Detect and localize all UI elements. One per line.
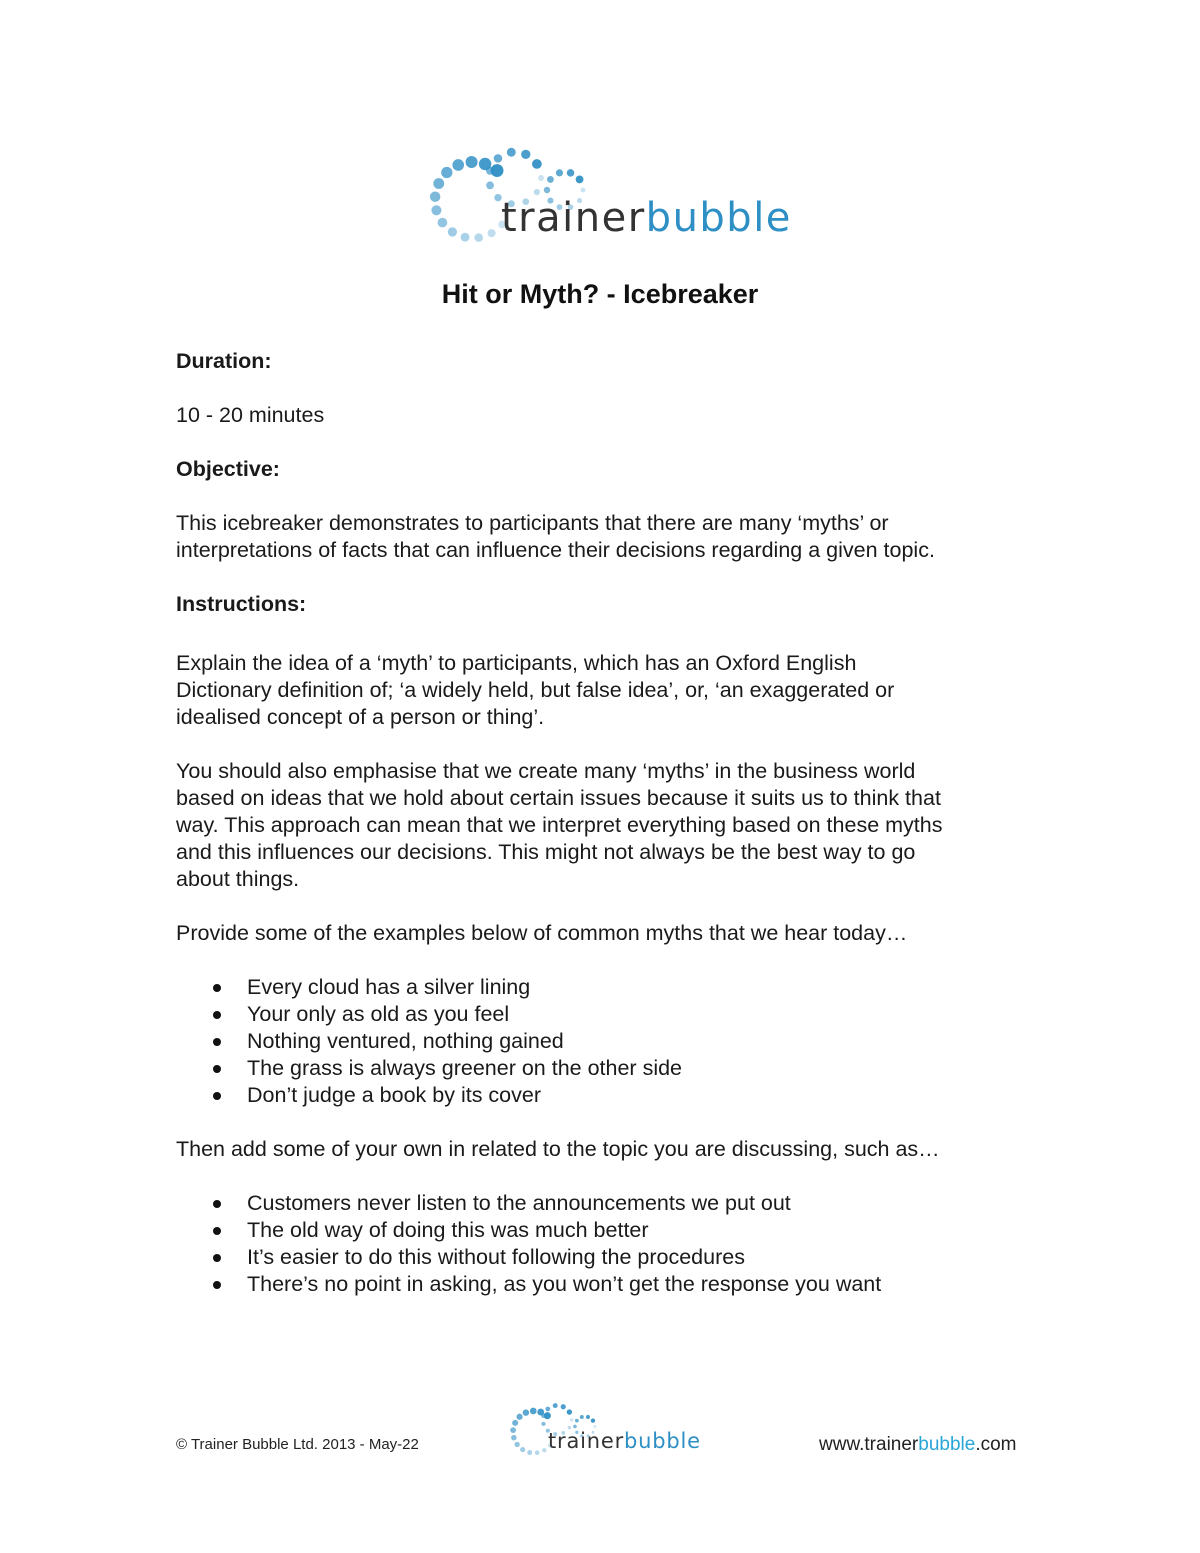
bubble-dot — [576, 176, 584, 184]
list-item: Your only as old as you feel — [176, 1001, 1056, 1028]
duration-text: 10 - 20 minutes — [176, 403, 325, 427]
bubble-dot — [488, 229, 496, 237]
bubble-dot — [448, 227, 457, 236]
instructions-para4: Then add some of your own in related to the topic you are discussing, such as… — [176, 1137, 940, 1161]
bubble-dot — [516, 1414, 522, 1420]
logo-wordmark — [501, 195, 792, 241]
bullet-icon — [213, 1200, 221, 1208]
bubble-dot — [542, 1448, 546, 1452]
bubble-dot — [581, 188, 586, 193]
list-item: Customers never listen to the announcements we put out — [176, 1190, 1056, 1217]
document-body — [176, 348, 1056, 1298]
bubble-dot — [545, 1407, 550, 1412]
bubble-dot — [575, 1419, 579, 1423]
bubble-dot — [541, 1422, 545, 1426]
bullet-icon — [213, 1011, 221, 1019]
bubble-dot — [553, 1403, 558, 1408]
bubble-dot — [474, 233, 482, 241]
bubble-dot — [580, 1415, 584, 1419]
bubble-dot — [561, 1404, 566, 1409]
logo-word-trainer: trainer — [501, 195, 646, 241]
bubble-dot — [494, 154, 503, 163]
bubble-dot — [510, 1427, 516, 1433]
list-item: There’s no point in asking, as you won’t get the response you want — [176, 1271, 1056, 1298]
objective-line-2: interpretations of facts that can influence their decisions regarding a given topic. — [176, 538, 935, 562]
list-item: Don’t judge a book by its cover — [176, 1082, 1056, 1109]
bullet-icon — [213, 1038, 221, 1046]
common-myths-list — [176, 974, 1056, 1109]
logo-word-bubble: bubble — [645, 195, 792, 241]
own-myths-list — [176, 1190, 1056, 1298]
instructions-heading: Instructions: — [176, 592, 307, 616]
instructions-para2-line-1: You should also emphasise that we create many ‘myths’ in the business world — [176, 759, 916, 783]
bubble-dot — [523, 1409, 529, 1415]
bubble-dot — [512, 1420, 518, 1426]
bubble-dot — [567, 169, 574, 176]
bubble-dot — [530, 1408, 537, 1415]
instructions-para3: Provide some of the examples below of common myths that we hear today… — [176, 921, 908, 945]
bullet-icon — [213, 1254, 221, 1262]
bubble-dot — [535, 1450, 540, 1455]
bubble-dot — [573, 1425, 577, 1429]
instructions-para2-line-5: about things. — [176, 867, 300, 891]
bubble-dot — [556, 169, 563, 176]
bubble-dot — [570, 1418, 573, 1421]
list-item: Every cloud has a silver lining — [176, 974, 1056, 1001]
instructions-para2-line-4: and this influences our decisions. This might not always be the best way to go — [176, 840, 916, 864]
page-title: Hit or Myth? - Icebreaker — [441, 279, 759, 309]
bubble-dot — [514, 1442, 519, 1447]
footer-copyright: © Trainer Bubble Ltd. 2013 - May-22 — [176, 1436, 419, 1453]
bubble-dot — [452, 159, 464, 171]
bubble-dot — [521, 150, 530, 159]
list-item: It’s easier to do this without following the procedures — [176, 1244, 1056, 1271]
bubble-dot — [438, 218, 448, 228]
bubble-dot — [441, 167, 452, 178]
page-footer — [0, 1398, 1200, 1458]
bubble-dot — [461, 233, 470, 242]
bullet-icon — [213, 1092, 221, 1100]
bubble-dot — [511, 1435, 517, 1441]
instructions-para1-line-1: Explain the idea of a ‘myth’ to participants, which has an Oxford English — [176, 651, 857, 675]
bubble-dot — [532, 159, 542, 169]
footer-logo — [502, 1398, 712, 1456]
list-item: The old way of doing this was much better — [176, 1217, 1056, 1244]
bubble-dot — [466, 156, 478, 168]
bullet-icon — [213, 1227, 221, 1235]
footer-logo-wordmark: trainerbubble — [548, 1429, 701, 1453]
objective-line-1: This icebreaker demonstrates to participants that there are many ‘myths’ or — [176, 511, 889, 535]
objective-heading: Objective: — [176, 457, 280, 481]
instructions-para1-line-3: idealised concept of a person or thing’. — [176, 705, 545, 729]
list-item: Nothing ventured, nothing gained — [176, 1028, 1056, 1055]
bubble-dot — [486, 181, 494, 189]
bubble-dot — [431, 205, 441, 215]
bubble-dot — [486, 167, 494, 175]
header-logo — [415, 140, 795, 242]
bubble-dot — [591, 1418, 595, 1422]
bullet-icon — [213, 1281, 221, 1289]
instructions-para2-line-2: based on ideas that we hold about certain issues because it suits us to think that — [176, 786, 941, 810]
bullet-icon — [213, 984, 221, 992]
bubble-dot — [594, 1425, 597, 1428]
bubble-dot — [507, 148, 516, 157]
bubble-dot — [520, 1447, 525, 1452]
bubble-dot — [567, 1409, 572, 1414]
bubble-dot — [538, 175, 544, 181]
duration-heading: Duration: — [176, 349, 272, 373]
instructions-para2-line-3: way. This approach can mean that we interpret everything based on these myths — [176, 813, 943, 837]
bubble-dot — [527, 1450, 532, 1455]
bubble-dot — [433, 178, 444, 189]
bubble-dot — [547, 176, 554, 183]
bubble-dot — [541, 1414, 546, 1419]
bubble-dot — [544, 187, 550, 193]
list-item: The grass is always greener on the other side — [176, 1055, 1056, 1082]
bullet-icon — [213, 1065, 221, 1073]
footer-website-link[interactable]: www.trainerbubble.com — [819, 1434, 1017, 1455]
bubble-dot — [586, 1415, 590, 1419]
bubble-dot — [430, 191, 440, 201]
instructions-para1-line-2: Dictionary definition of; ‘a widely held, but false idea’, or, ‘an exaggerated or — [176, 678, 895, 702]
